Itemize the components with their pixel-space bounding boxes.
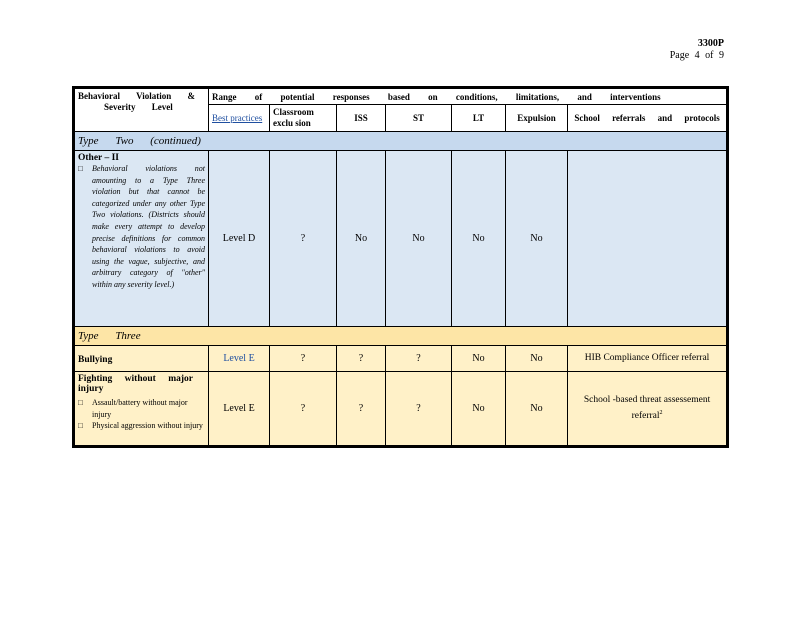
bullying-best-practice: Level E [209, 346, 270, 372]
fighting-cell [75, 372, 209, 446]
bullet-icon: □ [78, 398, 83, 407]
discipline-matrix-table [74, 88, 727, 446]
range-header: Range of potential responses based on conditions, limitations, and interventions [209, 89, 727, 105]
section-type-two-title: Type Two (continued) [78, 135, 201, 147]
bullying-classroom: ? [270, 346, 337, 372]
fighting-lt: No [452, 372, 506, 446]
footnote-marker: 2 [659, 409, 663, 416]
best-practices-link[interactable]: Best practices [212, 112, 263, 123]
document-id: 3300P [697, 38, 724, 49]
other-violation-cell [75, 151, 209, 327]
violation-column-header [75, 89, 209, 132]
fighting-st: ? [386, 372, 452, 446]
bullying-school-referrals: HIB Compliance Officer referral [568, 346, 727, 372]
fighting-school-referrals [568, 372, 727, 446]
violation-header-line1: Behavioral Violation & [78, 91, 196, 101]
classroom-exclusion-header: Classroom exclu sion [270, 105, 337, 132]
section-type-three [75, 327, 727, 346]
bullet-icon: □ [78, 421, 83, 431]
bullying-title: Bullying [78, 354, 113, 365]
other-st: No [386, 151, 452, 327]
other-lt: No [452, 151, 506, 327]
expulsion-header: Expulsion [506, 105, 568, 132]
violation-header-line2: Severity Level [104, 102, 173, 112]
bullying-st: ? [386, 346, 452, 372]
fighting-expulsion: No [506, 372, 568, 446]
bullying-cell [75, 346, 209, 372]
fighting-iss: ? [337, 372, 386, 446]
fighting-classroom: ? [270, 372, 337, 446]
school-referrals-header: School referrals and protocols [568, 105, 727, 132]
page-number: Page 4 of 9 [669, 50, 724, 61]
bullying-expulsion: No [506, 346, 568, 372]
other-violation-description: Behavioral violations not amounting to a Type Three violation but that cannot be categorized under any other Type Two violations. (Districts should make every attempt to develop precise definitions for common behavioral violations to avoid using the vague, subjective, and arbitrary category of "other" within any severity level.) [92, 164, 205, 289]
lt-header: LT [452, 105, 506, 132]
fighting-best-practice: Level E [209, 372, 270, 446]
other-violation-title: Other – II [78, 153, 119, 163]
fighting-referral-text: School -based threat assessement referral [583, 394, 711, 422]
st-header: ST [386, 105, 452, 132]
bullying-iss: ? [337, 346, 386, 372]
fighting-bullet-aggression: Physical aggression without injury [92, 421, 203, 431]
other-best-practice: Level D [209, 151, 270, 327]
iss-header: ISS [337, 105, 386, 132]
best-practices-header[interactable] [209, 105, 270, 132]
section-type-two [75, 132, 727, 151]
bullying-lt: No [452, 346, 506, 372]
fighting-bullet-assault: Assault/battery without major injury [92, 398, 188, 419]
other-iss: No [337, 151, 386, 327]
section-type-three-title: Type Three [78, 330, 141, 342]
other-expulsion: No [506, 151, 568, 327]
fighting-title: Fighting without major injury [78, 374, 193, 394]
other-classroom: ? [270, 151, 337, 327]
bullet-icon: □ [78, 164, 83, 173]
other-school-referrals [568, 151, 727, 327]
